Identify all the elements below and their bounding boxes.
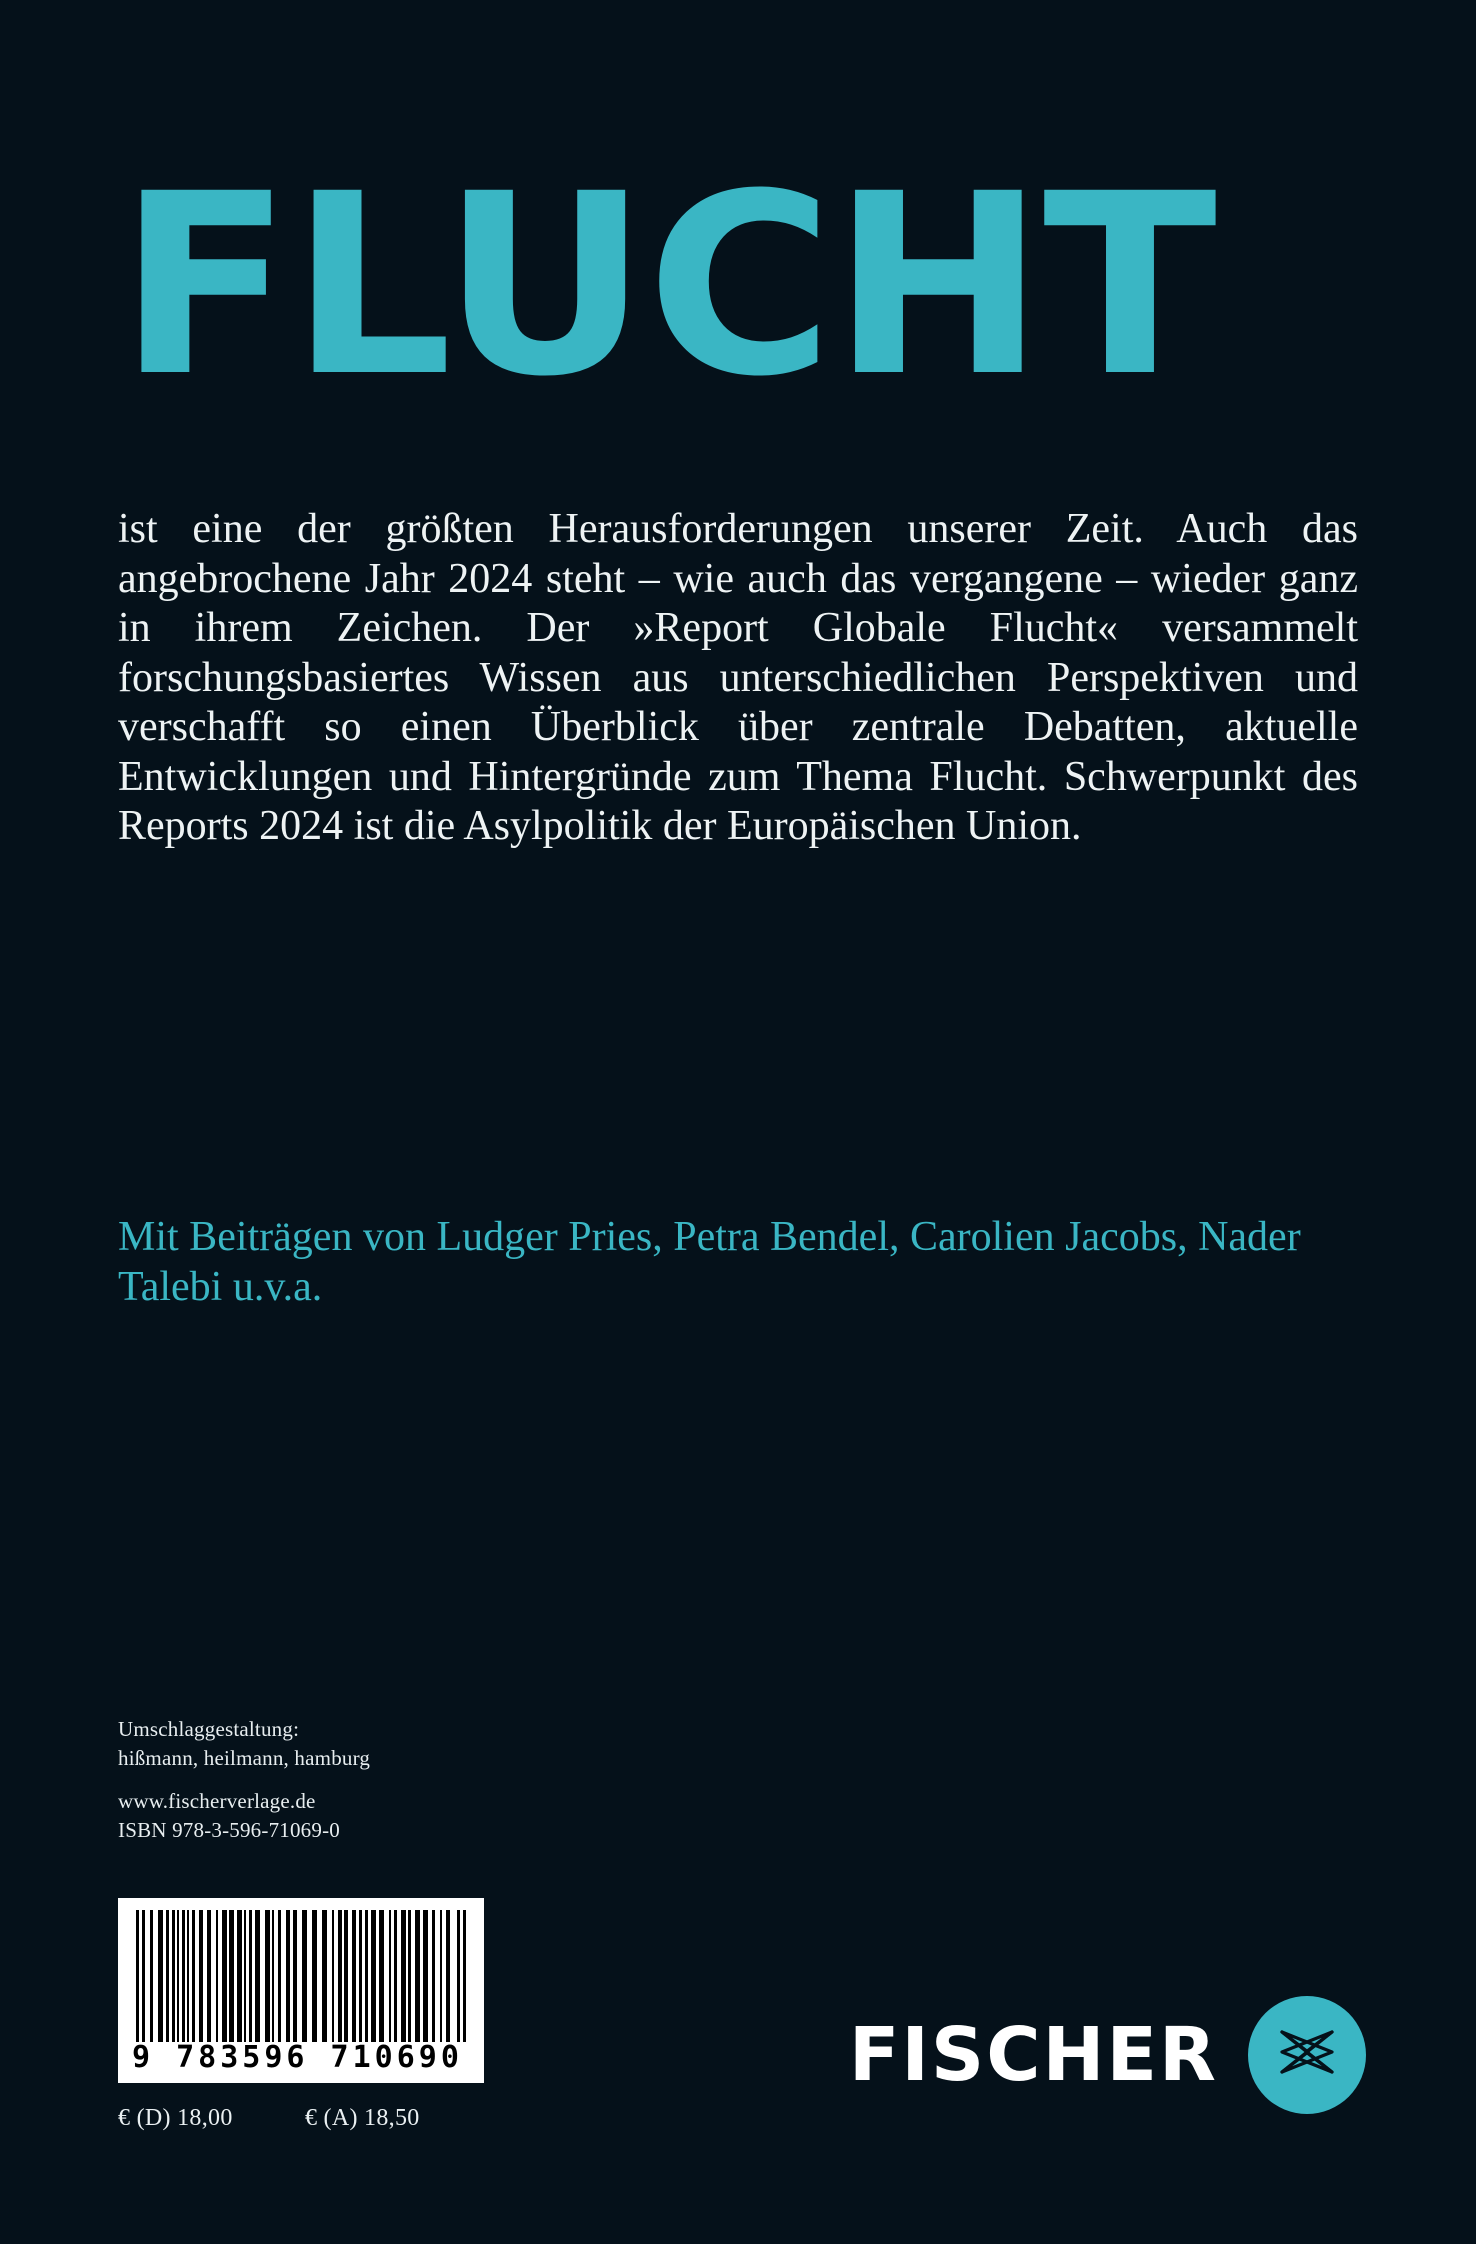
barcode-bar <box>344 1910 348 2042</box>
barcode-bar <box>389 1910 391 2042</box>
barcode-bar <box>158 1910 163 2042</box>
price-austria: € (A) 18,50 <box>304 2105 420 2131</box>
barcode-bar <box>207 1910 211 2042</box>
barcode-bar <box>312 1910 317 2042</box>
barcode-bar <box>286 1910 290 2042</box>
barcode-bar <box>199 1910 203 2042</box>
barcode-bar <box>457 1910 460 2042</box>
contributors-text: Mit Beiträgen von Ludger Pries, Petra Bendel, Carolien Jacobs, Nader Talebi u.v.a. <box>118 1214 1301 1311</box>
publisher-website: www.fischerverlage.de <box>118 1788 316 1813</box>
barcode-bar <box>432 1910 435 2042</box>
imprint-block <box>118 1715 370 1845</box>
cover-design-studio: hißmann, heilmann, hamburg <box>118 1745 371 1770</box>
publisher-name: FISCHER <box>848 2012 1218 2098</box>
fischer-fish-logo-icon <box>1248 1996 1366 2114</box>
barcode-bar <box>440 1910 442 2042</box>
barcode-bar <box>272 1910 274 2042</box>
barcode-bar <box>216 1910 218 2042</box>
barcode-bar <box>172 1910 175 2042</box>
barcode-bar <box>463 1910 466 2042</box>
barcode-digits: 9 783596 710690 <box>132 2040 463 2075</box>
barcode-bar <box>265 1910 270 2042</box>
barcode-bar <box>446 1910 450 2042</box>
barcode-bar <box>249 1910 252 2042</box>
barcode-bar <box>322 1910 327 2042</box>
barcode-bars <box>136 1910 466 2042</box>
price-germany: € (D) 18,00 <box>118 2105 233 2131</box>
barcode-bar <box>371 1910 376 2042</box>
cover-headline: FLUCHT <box>118 140 1215 431</box>
barcode-bar <box>182 1910 185 2042</box>
barcode-bar <box>255 1910 260 2042</box>
barcode-bar <box>365 1910 368 2042</box>
barcode-bar <box>150 1910 153 2042</box>
barcode-bar <box>192 1910 195 2042</box>
barcode-bar <box>237 1910 242 2042</box>
barcode-bar <box>332 1910 334 2042</box>
barcode-bar <box>229 1910 234 2042</box>
isbn-number: ISBN 978-3-596-71069-0 <box>118 1817 340 1842</box>
price-block <box>118 2105 420 2132</box>
barcode-bar <box>177 1910 179 2042</box>
publisher-logo <box>849 1996 1366 2114</box>
barcode-bar <box>142 1910 145 2042</box>
barcode-bar <box>338 1910 342 2042</box>
barcode-bar <box>401 1910 406 2042</box>
imprint-spacer <box>118 1773 370 1787</box>
barcode-bar <box>278 1910 281 2042</box>
cover-design-label: Umschlaggestaltung: <box>118 1717 300 1741</box>
barcode-bar <box>293 1910 297 2042</box>
barcode-bar <box>359 1910 362 2042</box>
barcode-bar <box>415 1910 420 2042</box>
barcode-bar <box>379 1910 384 2042</box>
barcode-bar <box>166 1910 169 2042</box>
cover-blurb-text: ist eine der größten Herausforderungen unserer Zeit. Auch das angebrochene Jahr 2024 steht – wie auch das vergangene – wieder ganz in ihrem Zeichen. Der »Report Globale Flucht« versammelt forschungsbasiertes Wissen aus unterschiedlichen Perspektiven und verschafft so einen Überblick über zentrale Debatten, aktuelle Entwicklungen und Hintergründe zum Thema Flucht. Schwerpunkt des Reports 2024 ist die Asylpolitik der Europäischen Union. <box>118 506 1358 850</box>
barcode-bar <box>187 1910 189 2042</box>
barcode-bar <box>394 1910 397 2042</box>
barcode-bar <box>222 1910 227 2042</box>
barcode <box>118 1898 484 2083</box>
barcode-bar <box>136 1910 139 2042</box>
barcode-bar <box>352 1910 356 2042</box>
barcode-bar <box>244 1910 246 2042</box>
barcode-bar <box>408 1910 411 2042</box>
barcode-bar <box>423 1910 428 2042</box>
barcode-bar <box>302 1910 307 2042</box>
